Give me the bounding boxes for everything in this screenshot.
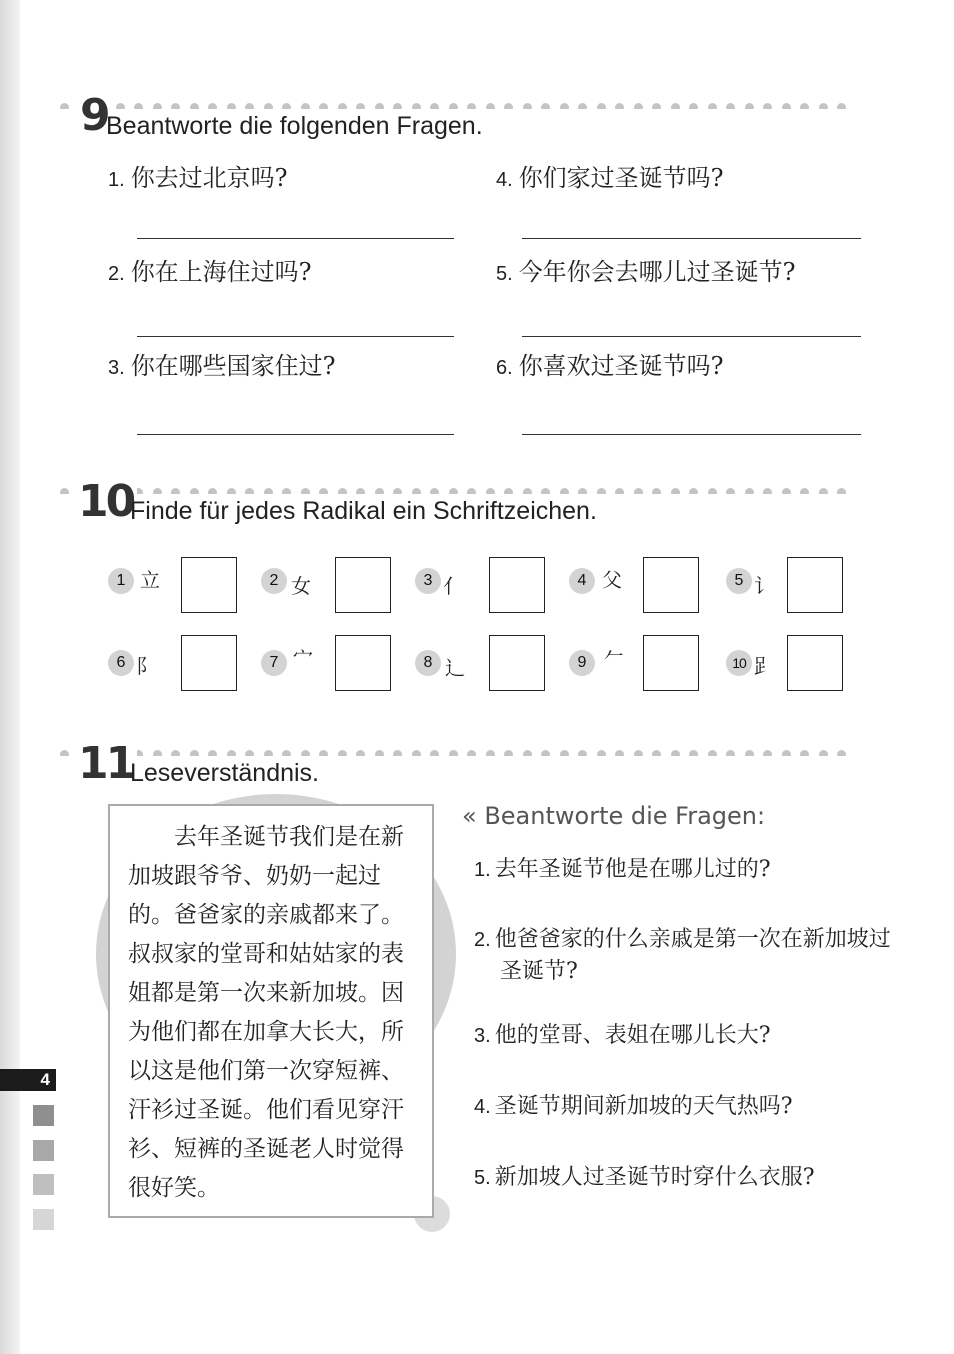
radical-item-1	[108, 568, 136, 596]
radical-number-badge: 3	[415, 568, 441, 594]
radical-char: 女	[291, 574, 311, 598]
answer-line-9-5[interactable]	[522, 336, 861, 337]
answer-line-9-6[interactable]	[522, 434, 861, 435]
answer-line-9-3[interactable]	[137, 434, 454, 435]
radical-item-9	[569, 650, 597, 678]
radical-number-badge: 9	[569, 650, 595, 676]
answer-box-3[interactable]	[489, 557, 545, 613]
answer-line-9-2[interactable]	[137, 336, 454, 337]
double-chevron-left-icon: «	[462, 802, 477, 830]
section-10-divider	[60, 482, 866, 494]
radical-item-4	[569, 568, 597, 596]
answer-box-6[interactable]	[181, 635, 237, 691]
reading-question-1: 1. 去年圣诞节他是在哪儿过的?	[474, 857, 771, 882]
answer-box-2[interactable]	[335, 557, 391, 613]
answer-line-9-1[interactable]	[137, 238, 454, 239]
answer-line-9-4[interactable]	[522, 238, 861, 239]
radical-item-6	[108, 650, 136, 678]
radical-char: 宀	[293, 646, 313, 670]
radical-number-badge: 10	[726, 650, 752, 676]
section-9-number: 9	[76, 90, 112, 141]
answer-box-10[interactable]	[787, 635, 843, 691]
radical-number-badge: 2	[261, 568, 287, 594]
questions-prompt: « Beantworte die Fragen:	[462, 802, 766, 830]
radical-char: 亻	[443, 574, 463, 598]
section-11-number: 11	[74, 738, 137, 789]
reading-question-3: 3. 他的堂哥、表姐在哪儿长大?	[474, 1023, 771, 1048]
radical-item-7	[261, 650, 289, 678]
reading-question-4: 4. 圣诞节期间新加坡的天气热吗?	[474, 1094, 793, 1119]
radical-item-5	[726, 568, 754, 596]
radical-char: 父	[602, 568, 622, 592]
reading-passage-box	[108, 804, 434, 1218]
question-9-5: 5. 今年你会去哪儿过圣诞节?	[496, 258, 796, 286]
section-9-title: Beantworte die folgenden Fragen.	[106, 112, 483, 140]
radical-item-10	[726, 650, 754, 678]
section-11-title: Leseverständnis.	[130, 759, 320, 787]
radical-item-2	[261, 568, 289, 596]
radical-char: 𠂉	[604, 644, 624, 668]
answer-box-9[interactable]	[643, 635, 699, 691]
answer-box-7[interactable]	[335, 635, 391, 691]
section-10-number: 10	[74, 476, 137, 527]
radical-char: 𧾷	[754, 654, 774, 678]
reading-passage: 去年圣诞节我们是在新加坡跟爷爷、奶奶一起过的。爸爸家的亲戚都来了。叔叔家的堂哥和姑姑家的表姐都是第一次来新加坡。因为他们都在加拿大长大，所以这是他们第一次穿短裤、汗衫过圣诞。他们看见穿汗衫、短裤的圣诞老人时觉得很好笑。	[128, 824, 404, 1201]
radical-item-3	[415, 568, 443, 596]
radical-item-8	[415, 650, 443, 678]
section-10-title: Finde für jedes Radikal ein Schriftzeichen.	[130, 497, 597, 525]
question-9-1: 1. 你去过北京吗?	[108, 164, 288, 192]
radical-number-badge: 7	[261, 650, 287, 676]
page-marker-square	[33, 1105, 54, 1126]
reading-question-2: 2. 他爸爸家的什么亲戚是第一次在新加坡过圣诞节?	[474, 927, 891, 984]
page-marker-square	[33, 1174, 54, 1195]
question-9-4: 4. 你们家过圣诞节吗?	[496, 164, 724, 192]
radical-number-badge: 1	[108, 568, 134, 594]
radical-number-badge: 8	[415, 650, 441, 676]
answer-box-1[interactable]	[181, 557, 237, 613]
question-9-6: 6. 你喜欢过圣诞节吗?	[496, 352, 724, 380]
page-marker-square	[33, 1140, 54, 1161]
radical-number-badge: 4	[569, 568, 595, 594]
radical-char: 讠	[754, 574, 774, 598]
section-11-divider	[60, 744, 866, 756]
radical-char: 立	[140, 568, 160, 592]
page-number: 4	[0, 1069, 56, 1091]
question-9-3: 3. 你在哪些国家住过?	[108, 352, 336, 380]
radical-char: 阝	[136, 654, 156, 678]
answer-box-4[interactable]	[643, 557, 699, 613]
question-9-2: 2. 你在上海住过吗?	[108, 258, 312, 286]
radical-number-badge: 5	[726, 568, 752, 594]
section-9-divider	[60, 97, 866, 109]
answer-box-5[interactable]	[787, 557, 843, 613]
radical-char: 辶	[445, 656, 465, 680]
answer-box-8[interactable]	[489, 635, 545, 691]
page-marker-square	[33, 1209, 54, 1230]
radical-number-badge: 6	[108, 650, 134, 676]
reading-question-5: 5. 新加坡人过圣诞节时穿什么衣服?	[474, 1165, 815, 1190]
page-spine	[0, 0, 20, 1354]
